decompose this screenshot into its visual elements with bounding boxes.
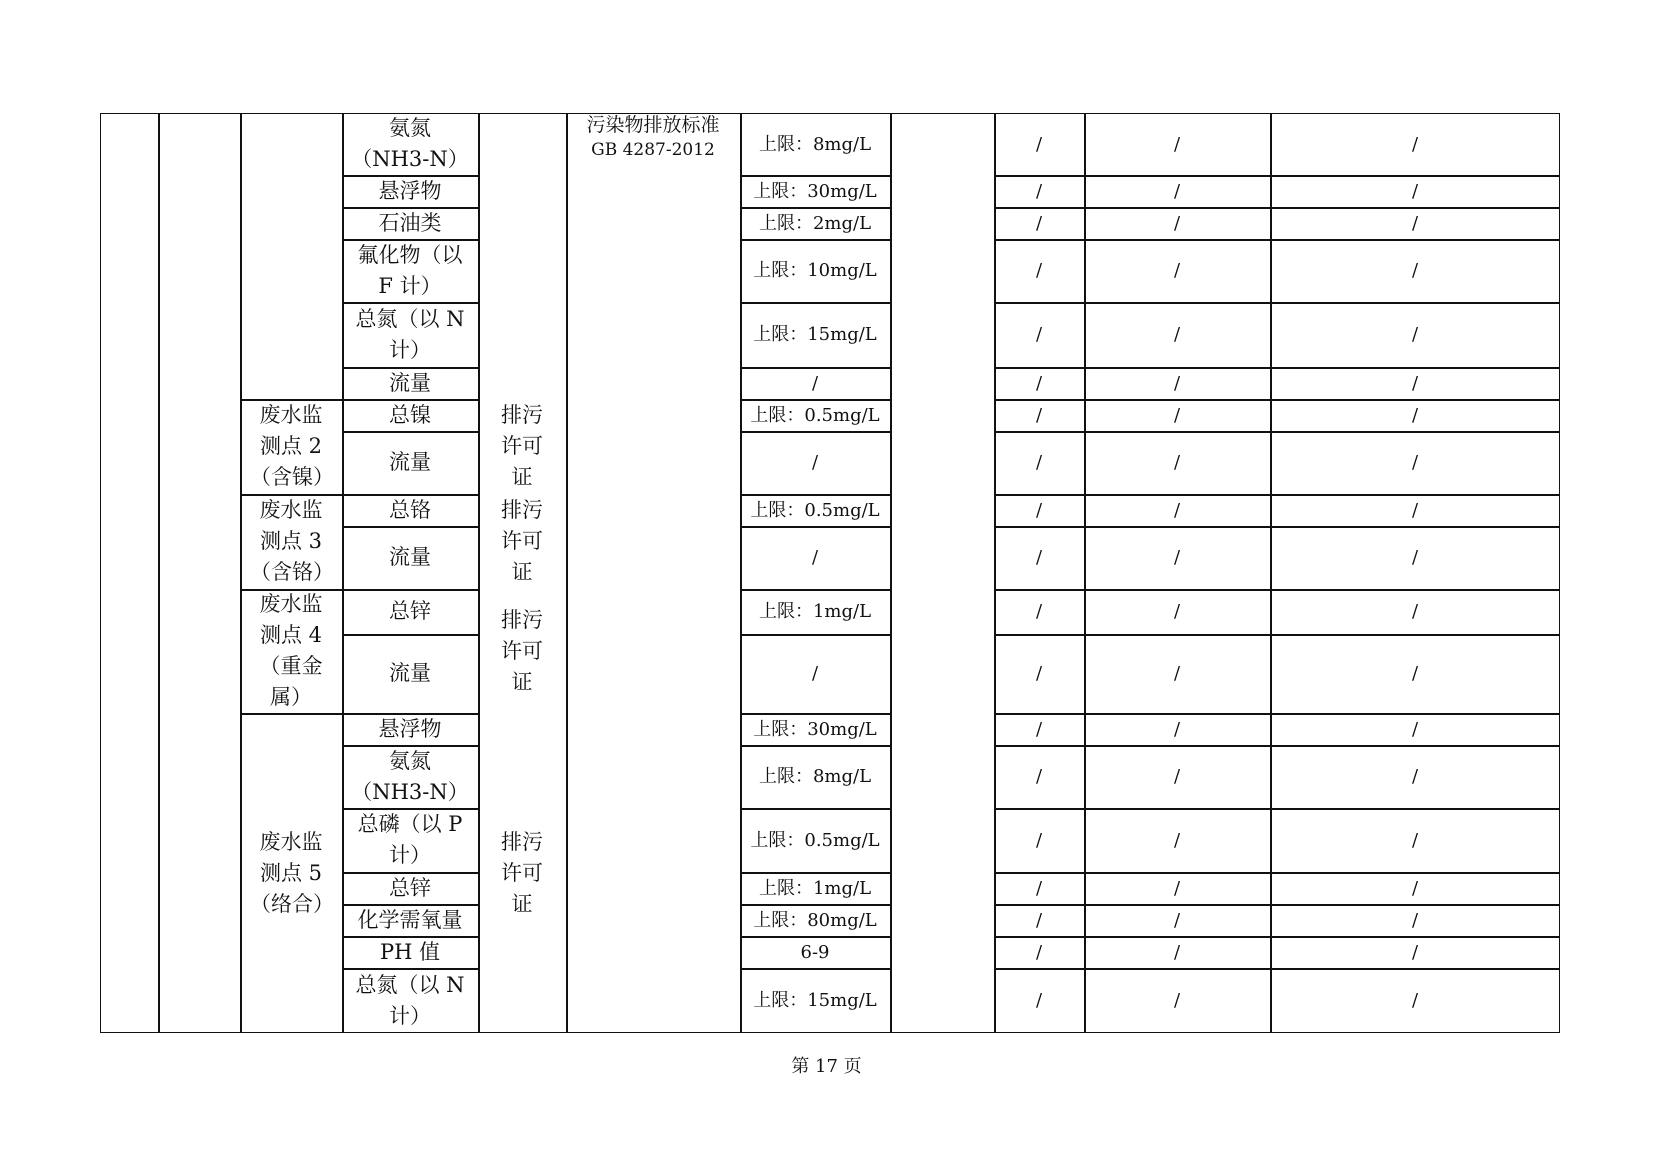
result-cell-2: / xyxy=(1173,601,1181,622)
limit-value: 上限：30mg/L xyxy=(753,180,877,202)
monitoring-point-label: 废水监测点 4（重金属） xyxy=(259,592,323,709)
limit-value: 上限：1mg/L xyxy=(758,877,872,899)
result-cell-1: / xyxy=(1035,212,1043,234)
monitoring-point-label: 废水监测点 3（含铬） xyxy=(250,498,334,584)
pollutant-item: 流量 xyxy=(389,370,431,395)
page-number: 第 17 页 xyxy=(791,1056,862,1077)
pollutant-item: 氟化物（以 F 计） xyxy=(357,242,463,298)
result-cell-2: / xyxy=(1173,499,1181,521)
result-cell-1: / xyxy=(1035,909,1043,931)
result-cell-3: / xyxy=(1411,547,1419,568)
result-cell-3: / xyxy=(1411,499,1419,521)
pollutant-item: 总锌 xyxy=(389,599,431,623)
limit-value: 上限：2mg/L xyxy=(758,212,872,234)
standard-name: 污染物排放标准 xyxy=(586,114,720,136)
result-cell-3: / xyxy=(1411,829,1419,851)
result-cell-2: / xyxy=(1173,663,1181,684)
result-cell-1: / xyxy=(1035,829,1043,851)
result-cell-3: / xyxy=(1411,718,1419,740)
result-cell-1: / xyxy=(1035,180,1043,202)
pollutant-item: 流量 xyxy=(389,450,431,474)
table-border xyxy=(100,113,1560,1033)
result-cell-2: / xyxy=(1173,180,1181,202)
result-cell-1: / xyxy=(1035,877,1043,899)
result-cell-2: / xyxy=(1173,260,1181,281)
monitoring-point-label: 废水监测点 2（含镍） xyxy=(250,403,334,489)
permit-basis: 排污许可证 xyxy=(501,403,543,489)
pollutant-item: 氨氮（NH3-N） xyxy=(351,116,469,171)
limit-value: / xyxy=(811,547,819,568)
result-cell-3: / xyxy=(1411,601,1419,622)
pollutant-item: 悬浮物 xyxy=(378,178,442,203)
result-cell-3: / xyxy=(1411,877,1419,899)
result-cell-1: / xyxy=(1035,547,1043,568)
standard-code: GB 4287-2012 xyxy=(591,140,715,160)
limit-value: 上限：8mg/L xyxy=(758,766,872,787)
result-cell-1: / xyxy=(1035,404,1043,426)
result-cell-2: / xyxy=(1173,452,1181,473)
result-cell-3: / xyxy=(1411,180,1419,202)
result-cell-2: / xyxy=(1173,909,1181,931)
result-cell-1: / xyxy=(1035,990,1043,1011)
result-cell-3: / xyxy=(1411,941,1419,963)
pollutant-item: PH 值 xyxy=(379,939,441,964)
result-cell-3: / xyxy=(1411,766,1419,787)
result-cell-2: / xyxy=(1173,718,1181,740)
permit-basis: 排污许可证 xyxy=(501,607,543,694)
result-cell-1: / xyxy=(1035,766,1043,787)
result-cell-1: / xyxy=(1035,663,1043,684)
limit-value: 上限：80mg/L xyxy=(753,909,877,931)
result-cell-2: / xyxy=(1173,212,1181,234)
limit-value: 上限：30mg/L xyxy=(753,718,877,740)
result-cell-1: / xyxy=(1035,133,1043,155)
permit-basis: 排污许可证 xyxy=(501,498,543,584)
result-cell-1: / xyxy=(1035,718,1043,740)
limit-value: / xyxy=(811,372,819,394)
pollutant-item: 总磷（以 P 计） xyxy=(357,812,463,867)
result-cell-3: / xyxy=(1411,909,1419,931)
result-cell-2: / xyxy=(1173,766,1181,787)
pollutant-item: 总氮（以 N 计） xyxy=(355,972,465,1028)
limit-value: 6-9 xyxy=(800,941,830,963)
result-cell-2: / xyxy=(1173,133,1181,155)
result-cell-1: / xyxy=(1035,601,1043,622)
result-cell-3: / xyxy=(1411,324,1419,345)
result-cell-1: / xyxy=(1035,260,1043,281)
limit-value: / xyxy=(811,663,819,684)
pollutant-item: 流量 xyxy=(389,661,431,685)
result-cell-1: / xyxy=(1035,499,1043,521)
limit-value: / xyxy=(811,452,819,473)
result-cell-2: / xyxy=(1173,547,1181,568)
pollutant-item: 化学需氧量 xyxy=(357,907,463,932)
result-cell-2: / xyxy=(1173,404,1181,426)
result-cell-2: / xyxy=(1173,324,1181,345)
limit-value: 上限：8mg/L xyxy=(758,133,872,155)
result-cell-3: / xyxy=(1411,212,1419,234)
pollutant-item: 悬浮物 xyxy=(378,716,442,741)
pollutant-item: 流量 xyxy=(389,545,431,569)
result-cell-3: / xyxy=(1411,133,1419,155)
pollutant-item: 总铬 xyxy=(389,497,431,522)
pollutant-item: 石油类 xyxy=(378,210,442,235)
limit-value: 上限：10mg/L xyxy=(753,260,877,281)
result-cell-3: / xyxy=(1411,452,1419,473)
limit-value: 上限：0.5mg/L xyxy=(750,829,880,851)
result-cell-2: / xyxy=(1173,990,1181,1011)
result-cell-3: / xyxy=(1411,663,1419,684)
pollutant-item: 总镍 xyxy=(389,402,431,427)
result-cell-3: / xyxy=(1411,990,1419,1011)
result-cell-3: / xyxy=(1411,260,1419,281)
limit-value: 上限：1mg/L xyxy=(758,601,872,622)
result-cell-2: / xyxy=(1173,372,1181,394)
pollutant-item: 总氮（以 N 计） xyxy=(355,306,465,362)
limit-value: 上限：0.5mg/L xyxy=(750,404,880,426)
limit-value: 上限：0.5mg/L xyxy=(750,499,880,521)
limit-value: 上限：15mg/L xyxy=(753,324,877,345)
result-cell-2: / xyxy=(1173,829,1181,851)
result-cell-3: / xyxy=(1411,372,1419,394)
result-cell-2: / xyxy=(1173,941,1181,963)
pollutant-item: 氨氮（NH3-N） xyxy=(351,748,469,804)
pollutant-item: 总锌 xyxy=(389,875,431,900)
result-cell-1: / xyxy=(1035,452,1043,473)
result-cell-1: / xyxy=(1035,941,1043,963)
monitoring-point-label: 废水监测点 5（络合） xyxy=(250,829,334,916)
limit-value: 上限：15mg/L xyxy=(753,990,877,1011)
result-cell-2: / xyxy=(1173,877,1181,899)
permit-basis: 排污许可证 xyxy=(501,829,543,916)
result-cell-1: / xyxy=(1035,324,1043,345)
result-cell-1: / xyxy=(1035,372,1043,394)
result-cell-3: / xyxy=(1411,404,1419,426)
